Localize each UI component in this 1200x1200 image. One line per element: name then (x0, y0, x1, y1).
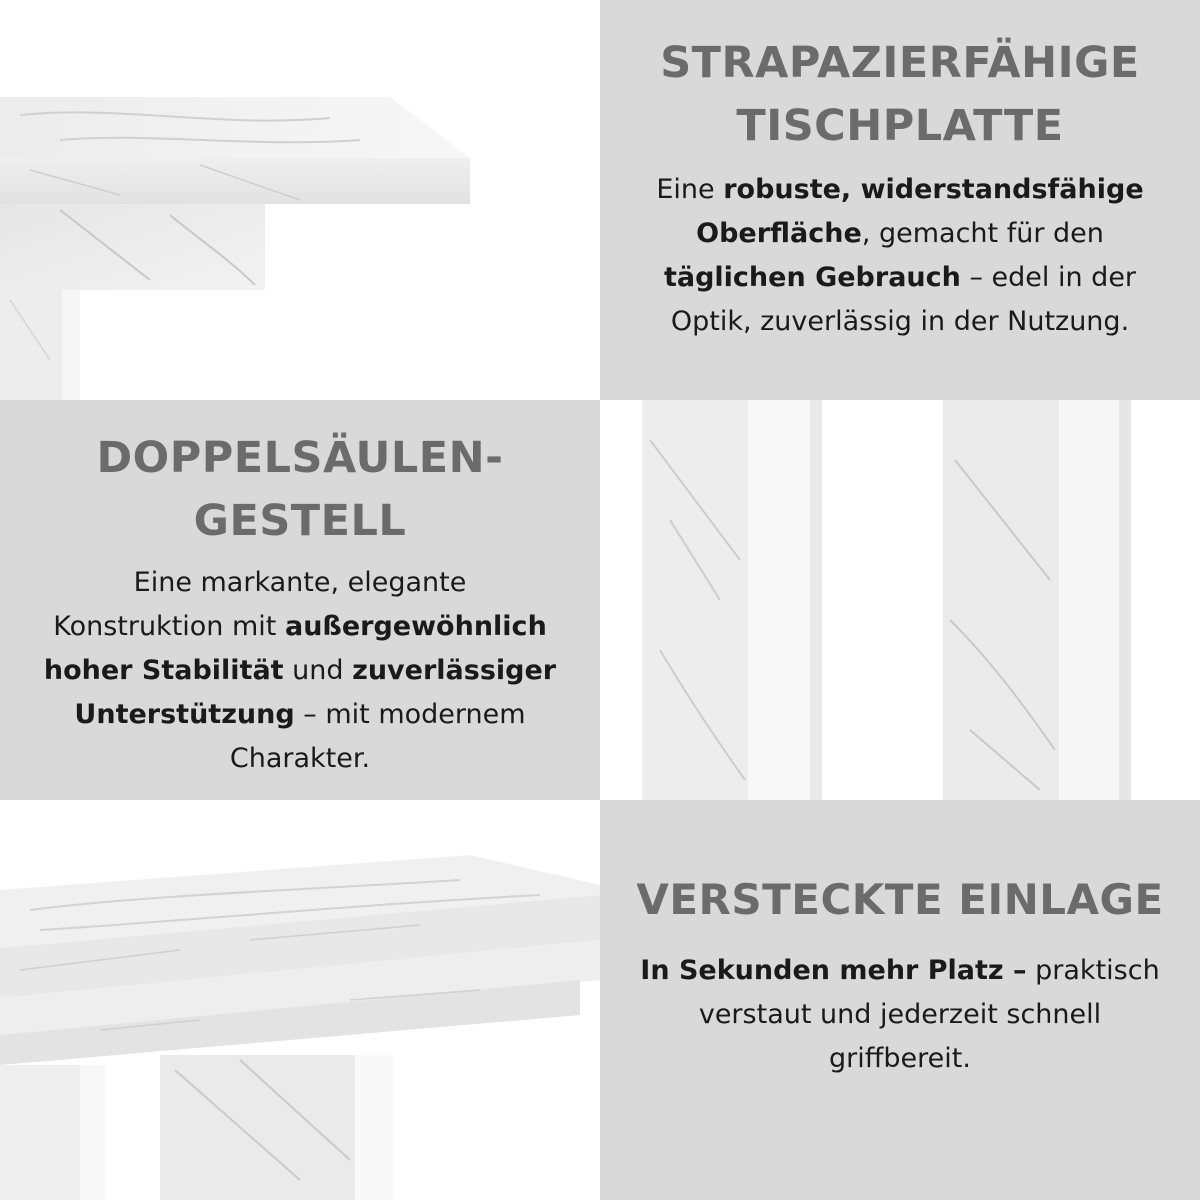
base-text-1: Eine markante, elegante (133, 567, 467, 598)
tabletop-panel (600, 0, 1200, 400)
extension-panel (600, 800, 1200, 1200)
tabletop-description (600, 168, 1200, 344)
tabletop-text-1b: robuste, widerstandsfähige (723, 174, 1144, 205)
base-text-5: Charakter. (229, 743, 371, 774)
extension-text-1a: In Sekunden mehr Platz – (640, 955, 1027, 986)
tabletop-text-4: Optik, zuverlässig in der Nutzung. (670, 306, 1130, 337)
extension-table-illustration (0, 800, 600, 1200)
extension-table-image (0, 800, 600, 1200)
tabletop-heading (600, 32, 1200, 158)
extension-text (600, 868, 1200, 1081)
tabletop-text-3a: täglichen Gebrauch (663, 262, 961, 293)
tabletop-text (600, 32, 1200, 344)
base-description (0, 561, 600, 781)
tabletop-corner-image (0, 0, 600, 400)
tabletop-heading-line-2: TISCHPLATTE (736, 101, 1064, 151)
base-text-2b: außergewöhnlich (284, 611, 547, 642)
extension-description (600, 949, 1200, 1081)
extension-text-3: griffbereit. (829, 1043, 971, 1074)
double-column-image (600, 400, 1200, 800)
base-panel (0, 400, 600, 800)
extension-heading (600, 868, 1200, 931)
tabletop-text-2a: Oberfläche (696, 218, 862, 249)
base-text-3a: hoher Stabilität (43, 655, 284, 686)
tabletop-text-3b: – edel in der (960, 262, 1137, 293)
tabletop-heading-line-1: STRAPAZIERFÄHIGE (660, 38, 1140, 88)
base-heading (0, 427, 600, 553)
extension-heading-line: VERSTECKTE EINLAGE (636, 875, 1164, 924)
extension-text-2: verstaut und jederzeit schnell (698, 999, 1102, 1030)
base-text-4b: – mit modernem (294, 699, 526, 730)
tabletop-corner-illustration (0, 0, 600, 400)
extension-text-1b: praktisch (1026, 955, 1160, 986)
base-text-4a: Unterstützung (74, 699, 295, 730)
base-text-2a: Konstruktion mit (53, 611, 285, 642)
base-text (0, 427, 600, 781)
base-text-3b: und (283, 655, 353, 686)
base-heading-line-1: DOPPELSÄULEN- (96, 433, 504, 483)
tabletop-text-1a: Eine (656, 174, 724, 205)
tabletop-text-2b: , gemacht für den (861, 218, 1104, 249)
double-column-illustration (600, 400, 1200, 800)
base-heading-line-2: GESTELL (193, 496, 407, 546)
base-text-3c: zuverlässiger (352, 655, 557, 686)
